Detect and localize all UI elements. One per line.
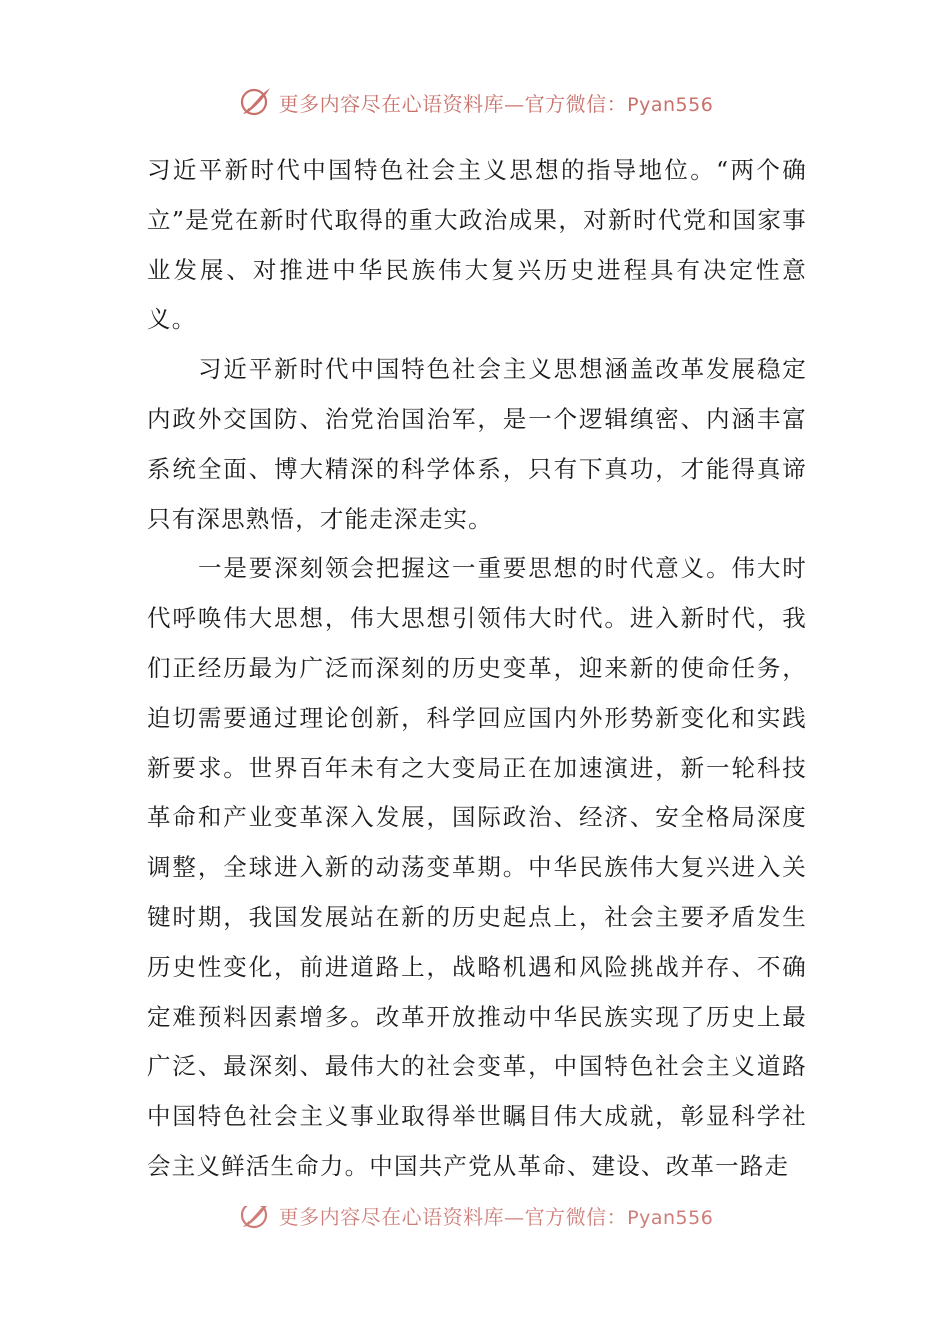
paragraph-3: 一是要深刻领会把握这一重要思想的时代意义。伟大时代呼唤伟大思想，伟大思想引领伟大时代。进入新时代，我们正经历最为广泛而深刻的历史变革，迎来新的使命任务，迫切需要通过理论创新，科学回应国内外形势新变化和实践新要求。世界百年未有之大变局正在加速演进，新一轮科技革命和产业变革深入发展，国际政治、经济、安全格局深度调整，全球进入新的动荡变革期。中华民族伟大复兴进入关键时期，我国发展站在新的历史起点上，社会主要矛盾发生历史性变化，前进道路上，战略机遇和风险挑战并存、不确定难预料因素增多。改革开放推动中华民族实现了历史上最广泛、最深刻、最伟大的社会变革，中国特色社会主义道路中国特色社会主义事业取得举世瞩目伟大成就，彰显科学社会主义鲜活生命力。中国共产党从革命、建设、改革一路走: [147, 554, 807, 1180]
paragraph-1: 习近平新时代中国特色社会主义思想的指导地位。“两个确立”是党在新时代取得的重大政治成果，对新时代党和国家事业发展、对推进中华民族伟大复兴历史进程具有决定性意义。: [147, 156, 807, 334]
footer-watermark: [0, 1206, 950, 1236]
watermark-text: 更多内容尽在心语资料库—官方微信：Pyan556: [278, 1206, 714, 1229]
paragraph-2: 习近平新时代中国特色社会主义思想涵盖改革发展稳定内政外交国防、治党治国治军，是一个逻辑缜密、内涵丰富系统全面、博大精深的科学体系，只有下真功，才能得真谛只有深思熟悟，才能走深走实。: [147, 355, 807, 533]
watermark-text: 更多内容尽在心语资料库—官方微信：Pyan556: [278, 91, 714, 116]
header-watermark: [0, 84, 950, 120]
document-body: [147, 146, 807, 1192]
quill-logo-icon: [237, 1206, 273, 1233]
quill-logo-icon: [237, 84, 273, 120]
